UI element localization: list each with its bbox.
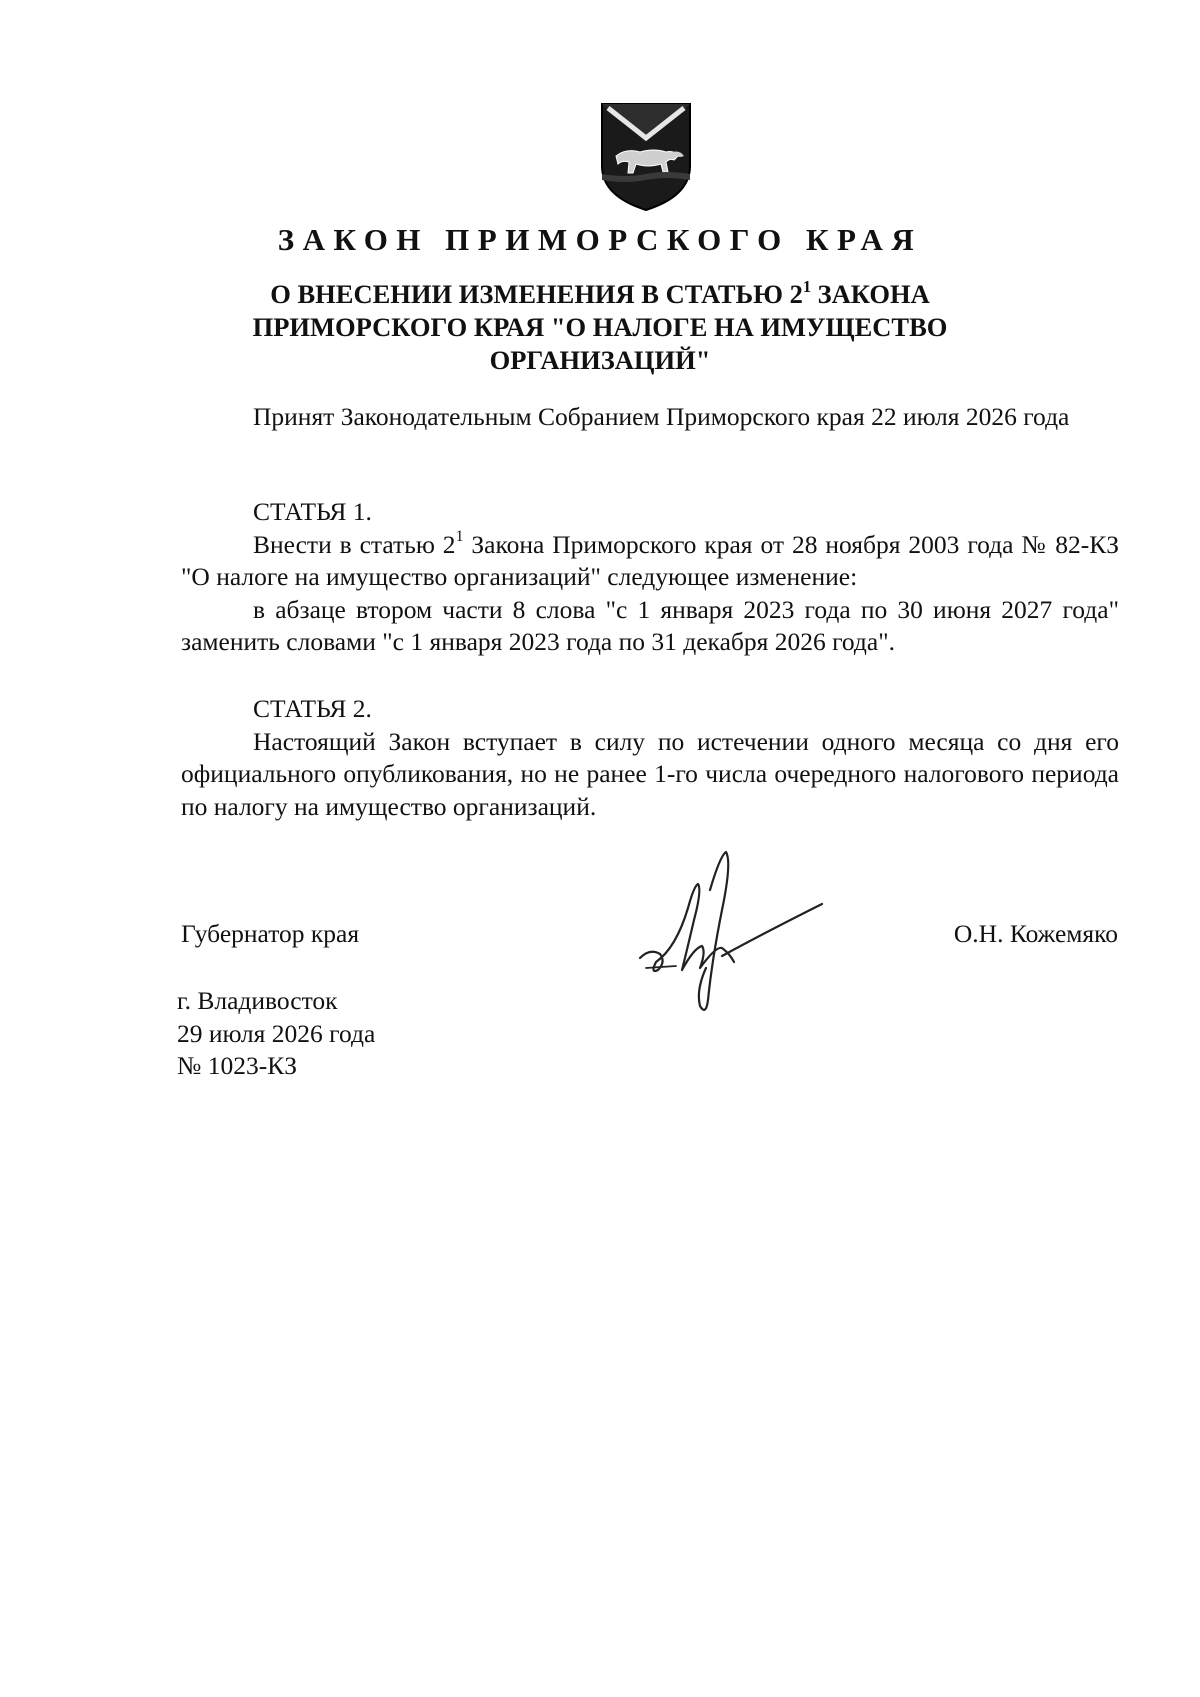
- article-1-paragraph-2: в абзаце втором части 8 слова "с 1 января 2023 года по 30 июня 2027 года" заменить словами "с 1 января 2023 года по 31 декабря 2026 года".: [181, 594, 1119, 656]
- governor-name: О.Н. Кожемяко: [953, 919, 1118, 948]
- article-1-heading: СТАТЬЯ 1.: [253, 497, 372, 526]
- article-2: [181, 693, 1119, 823]
- subtitle-line-1: О ВНЕСЕНИИ ИЗМЕНЕНИЯ В СТАТЬЮ $2^1$ ЗАКОНА: [270, 276, 930, 309]
- date: 29 июля 2026 года: [177, 1018, 376, 1048]
- law-title: ЗАКОН ПРИМОРСКОГО КРАЯ: [277, 222, 923, 257]
- article-1-paragraph-1: Внести в статью $2^1$ Закона Приморского края от 28 ноября 2003 года № 82-КЗ "О налоге на имущество организаций" следующее изменение:: [181, 528, 1119, 591]
- governor-title: Губернатор края: [181, 919, 360, 948]
- place: г. Владивосток: [177, 986, 338, 1015]
- article-1: [181, 496, 1119, 659]
- article-2-paragraph-1: Настоящий Закон вступает в силу по истечении одного месяца со дня его официального опубликования, но не ранее 1-го числа очередного налогового периода по налогу на имущество организаций.: [181, 726, 1119, 821]
- law-subtitle: [150, 278, 1050, 377]
- subtitle-line-2: ПРИМОРСКОГО КРАЯ "О НАЛОГЕ НА ИМУЩЕСТВО: [252, 312, 948, 342]
- handwritten-signature: [636, 850, 826, 1020]
- subtitle-line-3: ОРГАНИЗАЦИЙ": [489, 345, 711, 375]
- coat-of-arms-icon: [596, 100, 696, 212]
- adoption-text: Принят Законодательным Собранием Приморского края 22 июля 2026 года: [253, 402, 1070, 431]
- place-date-number: [177, 985, 375, 1083]
- law-number: № 1023-КЗ: [177, 1051, 297, 1080]
- adoption-statement: [181, 401, 1119, 434]
- article-2-heading: СТАТЬЯ 2.: [253, 694, 372, 723]
